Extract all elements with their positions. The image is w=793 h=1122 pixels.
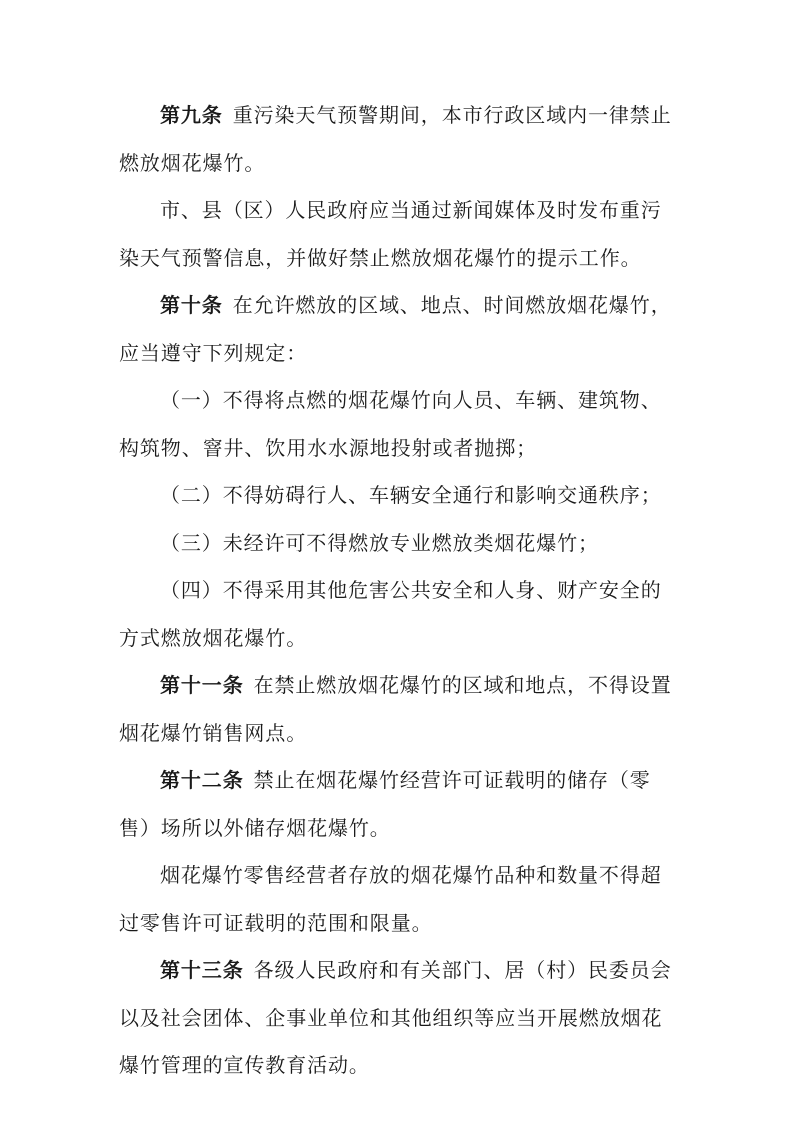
article-text: 在禁止燃放烟花爆竹的区域和地点，不得设置 <box>253 673 672 697</box>
paragraph-line: （二）不得妨碍行人、车辆安全通行和影响交通秩序； <box>160 483 662 507</box>
article-9 <box>119 92 674 187</box>
paragraph-line: （四）不得采用其他危害公共安全和人身、财产安全的 <box>160 578 662 602</box>
paragraph-line <box>119 947 674 995</box>
article-number: 第十二条 <box>160 768 244 792</box>
paragraph-line: 市、县（区）人民政府应当通过新闻媒体及时发布重污 <box>160 198 662 222</box>
article-12-clause <box>119 852 674 947</box>
article-text: 各级人民政府和有关部门、居（村）民委员会 <box>253 958 672 982</box>
paragraph-line: 燃放烟花爆竹。 <box>119 150 266 175</box>
article-text: 在允许燃放的区域、地点、时间燃放烟花爆竹， <box>232 293 672 317</box>
article-11 <box>119 662 674 757</box>
document-body <box>119 92 674 1090</box>
article-number: 第九条 <box>160 103 223 127</box>
paragraph-line: 爆竹管理的宣传教育活动。 <box>119 1053 370 1077</box>
list-item-2 <box>119 472 674 520</box>
paragraph-line <box>119 92 674 140</box>
list-item-4 <box>119 567 674 662</box>
paragraph-line: 售）场所以外储存烟花爆竹。 <box>119 815 391 840</box>
paragraph-line: 方式燃放烟花爆竹。 <box>119 625 308 650</box>
article-10 <box>119 282 674 377</box>
article-9-clause <box>119 187 674 282</box>
article-number: 第十一条 <box>160 673 244 697</box>
paragraph-line: 烟花爆竹零售经营者存放的烟花爆竹品种和数量不得超 <box>160 863 662 887</box>
article-13 <box>119 947 674 1090</box>
article-text: 重污染天气预警期间，本市行政区域内一律禁止 <box>232 103 672 127</box>
paragraph-line: 染天气预警信息，并做好禁止燃放烟花爆竹的提示工作。 <box>119 245 642 270</box>
paragraph-line: （一）不得将点燃的烟花爆竹向人员、车辆、建筑物、 <box>160 388 662 412</box>
article-12 <box>119 757 674 852</box>
paragraph-line: （三）未经许可不得燃放专业燃放类烟花爆竹； <box>160 530 599 555</box>
paragraph-line <box>119 662 674 710</box>
article-number: 第十条 <box>160 293 223 317</box>
paragraph-line: 应当遵守下列规定： <box>119 340 308 365</box>
paragraph-line: 过零售许可证载明的范围和限量。 <box>119 910 433 935</box>
article-text: 禁止在烟花爆竹经营许可证载明的储存（零 <box>253 768 651 792</box>
paragraph-line: 以及社会团体、企事业单位和其他组织等应当开展燃放烟花 <box>119 1005 663 1030</box>
paragraph-line: 构筑物、窨井、饮用水水源地投射或者抛掷； <box>119 435 537 460</box>
article-number: 第十三条 <box>160 958 244 982</box>
list-item-1 <box>119 377 674 472</box>
paragraph-line: 烟花爆竹销售网点。 <box>119 720 308 745</box>
list-item-3 <box>119 520 674 568</box>
paragraph-line <box>119 282 674 330</box>
paragraph-line <box>119 757 674 805</box>
